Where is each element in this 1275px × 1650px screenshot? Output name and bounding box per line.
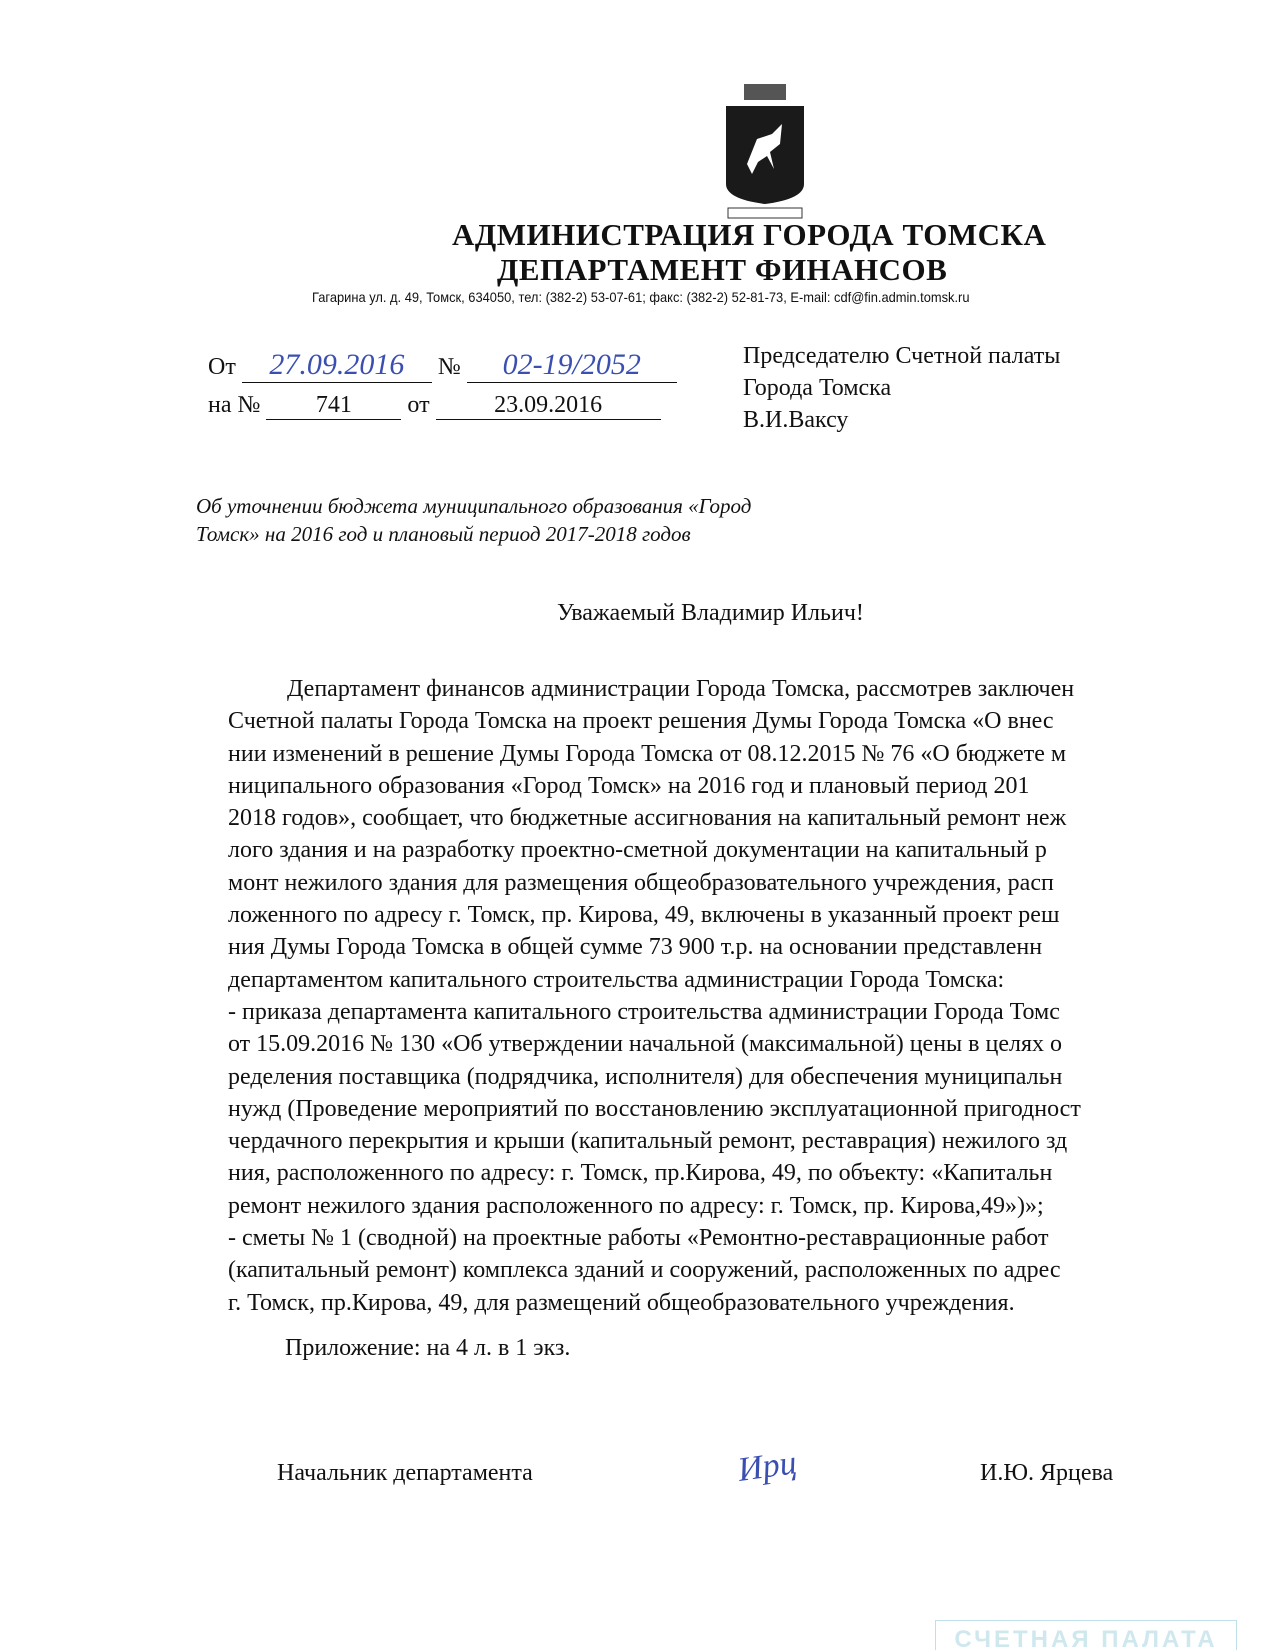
- org-name: АДМИНИСТРАЦИЯ ГОРОДА ТОМСКА: [452, 217, 1047, 252]
- body-line: лого здания и на разработку проектно-сметной документации на капитальный р: [228, 837, 1047, 864]
- body-line: г. Томск, пр.Кирова, 49, для размещений общеобразовательного учреждения.: [228, 1289, 1015, 1316]
- body-line: от 15.09.2016 № 130 «Об утверждении начальной (максимальной) цены в целях о: [228, 1031, 1063, 1058]
- body-line: 2018 годов», сообщает, что бюджетные ассигнования на капитальный ремонт неж: [228, 805, 1067, 832]
- coat-of-arms-logo: [722, 84, 808, 224]
- body-text: [228, 673, 1275, 1319]
- received-stamp: СЧЕТНАЯ ПАЛАТА: [935, 1620, 1237, 1650]
- addressee-line: Председателю Счетной палаты: [743, 343, 1061, 369]
- ref-date: 23.09.2016: [436, 392, 661, 420]
- contacts: Гагарина ул. д. 49, Томск, 634050, тел: (382-2) 53-07-61; факс: (382-2) 52-81-73, E-mail: cdf@fin.admin.tomsk.ru: [312, 289, 970, 305]
- attachment-note: Приложение: на 4 л. в 1 экз.: [285, 1335, 571, 1361]
- outgoing-date: 27.09.2016: [242, 348, 432, 383]
- ref-label: на №: [208, 392, 261, 418]
- body-line: ния, расположенного по адресу: г. Томск, пр.Кирова, 49, по объекту: «Капитальн: [228, 1160, 1053, 1187]
- addressee-line: Города Томска: [743, 375, 892, 401]
- body-line: ниципального образования «Город Томск» на 2016 год и плановый период 201: [228, 772, 1030, 799]
- ref-from-label: от: [407, 392, 430, 418]
- body-line: ремонт нежилого здания расположенного по адресу: г. Томск, пр. Кирова,49»)»;: [228, 1192, 1044, 1219]
- department-name: ДЕПАРТАМЕНТ ФИНАНСОВ: [497, 252, 948, 287]
- subject: Об уточнении бюджета муниципального образования «Город Томск» на 2016 год и плановый период 2017-2018 годов: [196, 494, 752, 546]
- body-line: чердачного перекрытия и крыши (капитальный ремонт, реставрация) нежилого зд: [228, 1128, 1068, 1155]
- body-line: ния Думы Города Томска в общей сумме 73 900 т.р. на основании представленн: [228, 934, 1043, 961]
- body-line: - сметы № 1 (сводной) на проектные работы «Ремонтно-реставрационные работ: [228, 1225, 1049, 1252]
- outgoing-reg: [208, 348, 677, 383]
- body-line: Счетной палаты Города Томска на проект решения Думы Города Томска «О внес: [228, 708, 1054, 735]
- num-label: №: [437, 354, 461, 380]
- greeting: Уважаемый Владимир Ильич!: [557, 600, 864, 626]
- signer-position: Начальник департамента: [277, 1460, 533, 1486]
- incoming-reg: [208, 392, 661, 420]
- addressee: [743, 340, 1060, 436]
- signer-name: И.Ю. Ярцева: [980, 1460, 1114, 1486]
- body-line: нии изменений в решение Думы Города Томска от 08.12.2015 № 76 «О бюджете м: [228, 740, 1067, 767]
- ref-number: 741: [266, 392, 401, 420]
- body-line: монт нежилого здания для размещения общеобразовательного учреждения, расп: [228, 869, 1054, 896]
- body-line: ложенного по адресу г. Томск, пр. Кирова, 49, включены в указанный проект реш: [228, 902, 1060, 929]
- body-line: Департамент финансов администрации Города Томска, рассмотрев заключен: [287, 676, 1075, 702]
- from-label: От: [208, 354, 236, 380]
- body-line: (капитальный ремонт) комплекса зданий и сооружений, расположенных по адрес: [228, 1257, 1061, 1284]
- body-line: - приказа департамента капитального строительства администрации Города Томс: [228, 998, 1060, 1025]
- addressee-line: В.И.Ваксу: [743, 407, 849, 433]
- body-line: департаментом капитального строительства администрации Города Томска:: [228, 966, 1005, 993]
- handwritten-signature: Ирц: [735, 1444, 799, 1489]
- outgoing-number: 02-19/2052: [467, 348, 677, 383]
- body-line: ределения поставщика (подрядчика, исполнителя) для обеспечения муниципальн: [228, 1063, 1063, 1090]
- body-line: нужд (Проведение мероприятий по восстановлению эксплуатационной пригодност: [228, 1095, 1081, 1122]
